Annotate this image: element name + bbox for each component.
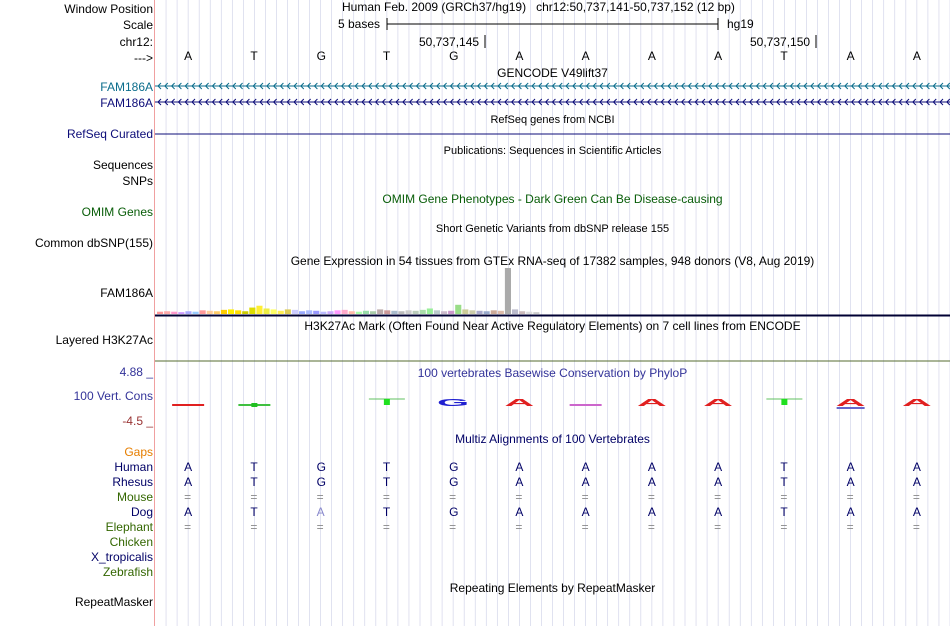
- aln-elephant-1: =: [250, 520, 258, 534]
- aln-rhesus-9: T: [780, 475, 788, 489]
- aln-human-7: A: [647, 460, 656, 474]
- h3k27ac-track-label[interactable]: Layered H3K27Ac: [55, 333, 153, 347]
- position-tick-label-1: 50,737,145: [419, 35, 480, 49]
- aln-rhesus-4: G: [449, 475, 459, 489]
- cons-min-label: -4.5 _: [122, 414, 153, 428]
- phylop-logo-10: A: [835, 397, 866, 409]
- aln-dog-6: A: [581, 505, 590, 519]
- aln-rhesus-11: A: [912, 475, 921, 489]
- phylop-logo-11: A: [901, 397, 932, 409]
- ruler-base-2: G: [316, 49, 326, 63]
- aln-human-2: G: [316, 460, 326, 474]
- multiz-track-title: Multiz Alignments of 100 Vertebrates: [455, 432, 650, 446]
- cons-track-title: 100 vertebrates Basewise Conservation by PhyloP: [417, 366, 688, 380]
- species-label-rhesus[interactable]: Rhesus: [112, 475, 153, 489]
- aln-dog-8: A: [714, 505, 723, 519]
- aln-elephant-5: =: [515, 520, 523, 534]
- repeatmasker-track-label[interactable]: RepeatMasker: [74, 595, 153, 609]
- aln-human-5: A: [515, 460, 524, 474]
- aln-human-3: T: [382, 460, 391, 474]
- aln-elephant-9: =: [780, 520, 788, 534]
- dbsnp-track-title: Short Genetic Variants from dbSNP release 155: [435, 223, 670, 235]
- ruler-base-6: A: [581, 49, 590, 63]
- window-position-label: Window Position: [64, 2, 153, 16]
- ruler-base-8: A: [714, 49, 723, 63]
- aln-dog-3: T: [382, 505, 391, 519]
- omim-track-label[interactable]: OMIM Genes: [81, 205, 153, 219]
- aln-mouse-1: =: [250, 490, 258, 504]
- aln-mouse-5: =: [515, 490, 523, 504]
- aln-rhesus-2: G: [316, 475, 326, 489]
- h3k27ac-track-title: H3K27Ac Mark (Often Found Near Active Regulatory Elements) on 7 cell lines from ENCODE: [304, 319, 801, 333]
- aln-mouse-8: =: [714, 490, 722, 504]
- aln-rhesus-5: A: [515, 475, 524, 489]
- aln-rhesus-10: A: [846, 475, 855, 489]
- repeatmasker-track-title: Repeating Elements by RepeatMasker: [449, 581, 656, 595]
- aln-elephant-0: =: [184, 520, 192, 534]
- ruler-base-0: A: [184, 49, 193, 63]
- ruler-base-3: T: [382, 49, 391, 63]
- aln-human-4: G: [449, 460, 459, 474]
- refseq-track-title: RefSeq genes from NCBI: [490, 114, 615, 126]
- phylop-mark-1-block: [251, 403, 257, 407]
- aln-human-0: A: [184, 460, 193, 474]
- ruler-base-11: A: [912, 49, 921, 63]
- ruler-base-7: A: [647, 49, 656, 63]
- species-label-zebrafish[interactable]: Zebrafish: [102, 565, 153, 579]
- aln-elephant-10: =: [846, 520, 854, 534]
- aln-dog-11: A: [912, 505, 921, 519]
- aln-human-8: A: [714, 460, 723, 474]
- aln-elephant-8: =: [714, 520, 722, 534]
- phylop-logo-5: A: [504, 397, 535, 409]
- omim-track-title: OMIM Gene Phenotypes - Dark Green Can Be Disease-causing: [382, 192, 723, 206]
- aln-dog-4: G: [449, 505, 459, 519]
- species-label-elephant[interactable]: Elephant: [105, 520, 153, 534]
- aln-rhesus-3: T: [382, 475, 391, 489]
- phylop-mark-9-block: [781, 399, 787, 405]
- species-label-chicken[interactable]: Chicken: [109, 535, 153, 549]
- track-label-divider: [154, 0, 155, 626]
- dbsnp-track-label[interactable]: Common dbSNP(155): [34, 236, 153, 250]
- aln-rhesus-0: A: [184, 475, 193, 489]
- ruler-title: Human Feb. 2009 (GRCh37/hg19) chr12:50,737,141-50,737,152 (12 bp): [342, 0, 735, 14]
- aln-human-1: T: [250, 460, 258, 474]
- aln-mouse-2: =: [316, 490, 324, 504]
- gaps-track-label[interactable]: Gaps: [124, 445, 153, 459]
- aln-elephant-6: =: [581, 520, 589, 534]
- aln-dog-2: A: [316, 505, 325, 519]
- aln-elephant-7: =: [647, 520, 655, 534]
- aln-rhesus-8: A: [714, 475, 723, 489]
- species-label-human[interactable]: Human: [114, 460, 153, 474]
- species-label-dog[interactable]: Dog: [130, 505, 153, 519]
- aln-human-9: T: [780, 460, 788, 474]
- gene-label-fam186a-2[interactable]: FAM186A: [100, 96, 153, 110]
- gtex-track-title: Gene Expression in 54 tissues from GTEx RNA-seq of 17382 samples, 948 donors (V8, Aug 2019): [290, 254, 815, 268]
- aln-dog-9: T: [780, 505, 788, 519]
- aln-elephant-4: =: [449, 520, 457, 534]
- aln-dog-7: A: [647, 505, 656, 519]
- aln-elephant-3: =: [382, 520, 390, 534]
- aln-mouse-0: =: [184, 490, 192, 504]
- aln-rhesus-6: A: [581, 475, 590, 489]
- ruler-base-5: A: [515, 49, 524, 63]
- pubs-track-title: Publications: Sequences in Scientific Articles: [443, 145, 662, 157]
- aln-mouse-9: =: [780, 490, 788, 504]
- gene-label-fam186a-1[interactable]: FAM186A: [100, 80, 153, 94]
- aln-mouse-11: =: [912, 490, 920, 504]
- aln-dog-5: A: [515, 505, 524, 519]
- aln-mouse-3: =: [382, 490, 390, 504]
- aln-elephant-2: =: [316, 520, 324, 534]
- gtex-track-label[interactable]: FAM186A: [100, 286, 153, 300]
- phylop-mark-3-block: [384, 399, 390, 405]
- snps-track-label[interactable]: SNPs: [122, 174, 153, 188]
- ruler-base-1: T: [250, 49, 258, 63]
- chrom-label: chr12:: [119, 35, 153, 49]
- species-label-x_tropicalis[interactable]: X_tropicalis: [90, 550, 153, 564]
- ruler-base-10: A: [846, 49, 855, 63]
- aln-human-11: A: [912, 460, 921, 474]
- sequences-track-label[interactable]: Sequences: [92, 158, 153, 172]
- phylop-logo-4: G: [437, 397, 470, 409]
- strand-label: --->: [134, 51, 153, 65]
- aln-dog-10: A: [846, 505, 855, 519]
- gencode-track-title: GENCODE V49lift37: [497, 66, 608, 80]
- aln-elephant-11: =: [912, 520, 920, 534]
- scale-text: 5 bases: [338, 17, 381, 31]
- aln-human-6: A: [581, 460, 590, 474]
- ruler-base-9: T: [780, 49, 788, 63]
- phylop-logo-8: A: [703, 397, 734, 409]
- assembly-label: hg19: [727, 17, 754, 31]
- phylop-logo-7: A: [636, 397, 667, 409]
- aln-mouse-4: =: [449, 490, 457, 504]
- cons-max-label: 4.88 _: [119, 365, 153, 379]
- refseq-track-label[interactable]: RefSeq Curated: [66, 127, 153, 141]
- aln-mouse-6: =: [581, 490, 589, 504]
- aln-dog-0: A: [184, 505, 193, 519]
- aln-dog-1: T: [250, 505, 258, 519]
- ruler-base-4: G: [449, 49, 459, 63]
- species-label-mouse[interactable]: Mouse: [116, 490, 153, 504]
- scale-label: Scale: [122, 18, 153, 32]
- position-tick-label-2: 50,737,150: [750, 35, 811, 49]
- aln-mouse-10: =: [846, 490, 854, 504]
- cons-track-label[interactable]: 100 Vert. Cons: [73, 389, 153, 403]
- aln-rhesus-7: A: [647, 475, 656, 489]
- aln-rhesus-1: T: [250, 475, 258, 489]
- aln-human-10: A: [846, 460, 855, 474]
- aln-mouse-7: =: [647, 490, 655, 504]
